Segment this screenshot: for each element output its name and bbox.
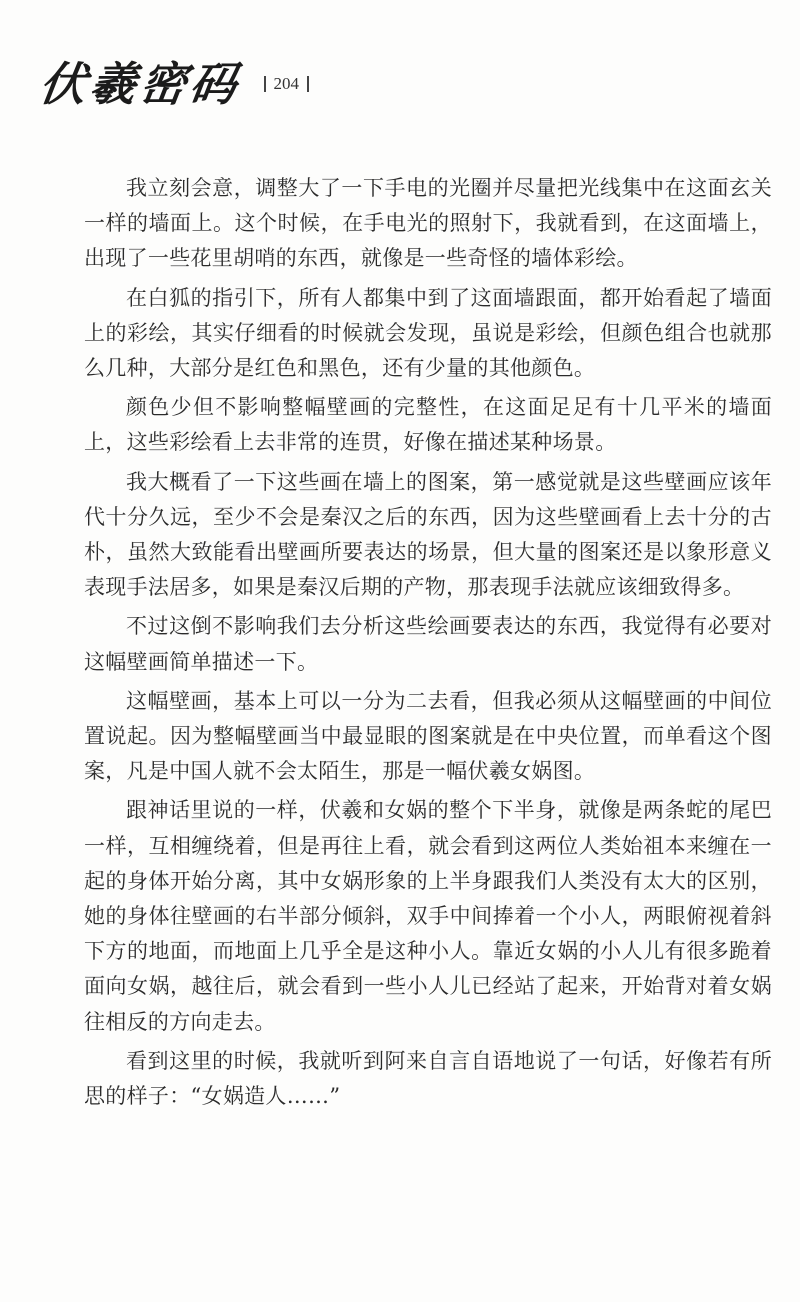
page-number-block xyxy=(256,74,317,94)
running-header xyxy=(36,56,317,112)
book-title: 伏羲密码 xyxy=(36,57,244,111)
paragraph: 跟神话里说的一样，伏羲和女娲的整个下半身，就像是两条蛇的尾巴一样，互相缠绕着，但是再往上看，就会看到这两位人类始祖本来缠在一起的身体开始分离，其中女娲形象的上半身跟我们人类没有太大的区别，她的身体往壁画的右半部分倾斜，双手中间捧着一个小人，两眼俯视着斜下方的地面，而地面上几乎全是这种小人。靠近女娲的小人儿有很多跪着面向女娲，越往后，就会看到一些小人儿已经站了起来，开始背对着女娲往相反的方向走去。 xyxy=(84,798,772,1034)
right-divider xyxy=(307,76,309,92)
paragraph: 我大概看了一下这些画在墙上的图案，第一感觉就是这些壁画应该年代十分久远，至少不会是秦汉之后的东西，因为这些壁画看上去十分的古朴，虽然大致能看出壁画所要表达的场景，但大量的图案还是以象形意义表现手法居多，如果是秦汉后期的产物，那表现手法就应该细致得多。 xyxy=(84,469,772,600)
paragraph: 在白狐的指引下，所有人都集中到了这面墙跟面，都开始看起了墙面上的彩绘，其实仔细看的时候就会发现，虽说是彩绘，但颜色组合也就那么几种，大部分是红色和黑色，还有少量的其他颜色。 xyxy=(84,285,772,381)
left-divider xyxy=(264,76,266,92)
paragraph: 不过这倒不影响我们去分析这些绘画要表达的东西，我觉得有必要对这幅壁画简单描述一下。 xyxy=(84,614,772,674)
page-number: 204 xyxy=(273,74,299,93)
paragraph: 颜色少但不影响整幅壁画的完整性，在这面足足有十几平米的墙面上，这些彩绘看上去非常的连贯，好像在描述某种场景。 xyxy=(84,395,772,455)
paragraph: 这幅壁画，基本上可以一分为二去看，但我必须从这幅壁画的中间位置说起。因为整幅壁画当中最显眼的图案就是在中央位置，而单看这个图案，凡是中国人就不会太陌生，那是一幅伏羲女娲图。 xyxy=(84,688,772,784)
body-text xyxy=(84,171,772,1118)
paragraph: 我立刻会意，调整大了一下手电的光圈并尽量把光线集中在这面玄关一样的墙面上。这个时候，在手电光的照射下，我就看到，在这面墙上，出现了一些花里胡哨的东西，就像是一些奇怪的墙体彩绘。 xyxy=(84,176,772,271)
paragraph: 看到这里的时候，我就听到阿来自言自语地说了一句话，好像若有所思的样子：“女娲造人……” xyxy=(84,1048,772,1109)
